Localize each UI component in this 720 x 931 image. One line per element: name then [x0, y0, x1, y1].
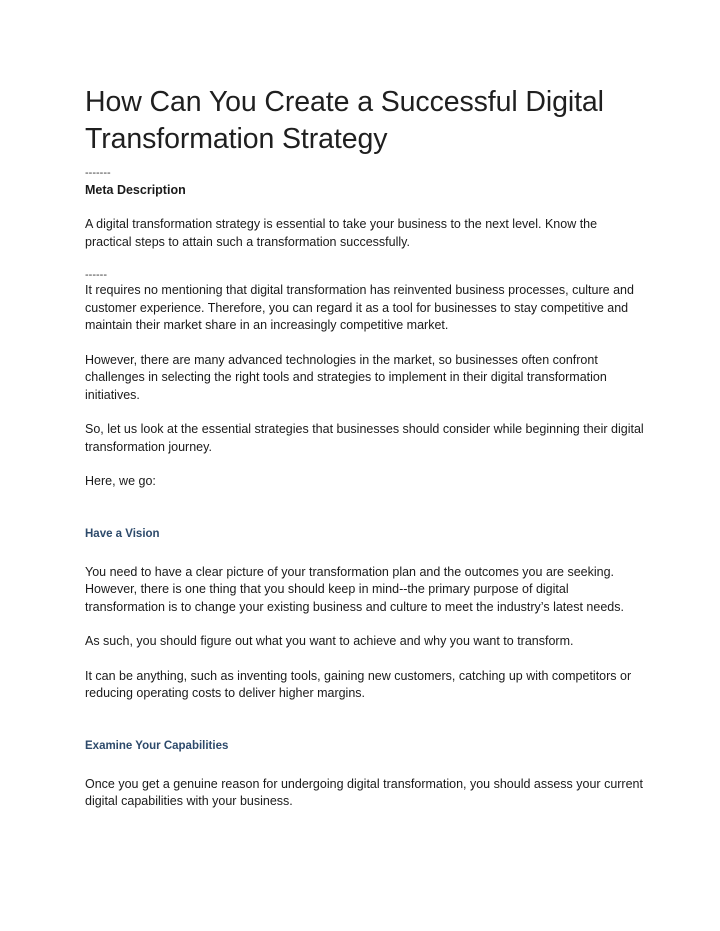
section-paragraph: As such, you should figure out what you want to achieve and why you want to transform. — [85, 634, 574, 648]
page-title: How Can You Create a Successful Digital Transformation Strategy — [85, 86, 604, 155]
meta-description-label: Meta Description — [85, 183, 186, 197]
section-heading: Examine Your Capabilities — [85, 739, 229, 752]
document-body — [85, 84, 645, 811]
intro-paragraph: Here, we go: — [85, 474, 156, 488]
section-paragraph: You need to have a clear picture of your transformation plan and the outcomes you are seeking. However, there is one thing that you should keep in mind--the primary purpose of digital transformation is to change your existing business and culture to meet the industry’s latest needs. — [85, 564, 624, 614]
section-paragraph: Once you get a genuine reason for undergoing digital transformation, you should assess your current digital capabilities with your business. — [85, 776, 643, 808]
separator: ------ — [85, 269, 107, 281]
intro-paragraph: So, let us look at the essential strategies that businesses should consider while beginning their digital transformation journey. — [85, 422, 644, 454]
section-heading: Have a Vision — [85, 527, 160, 540]
separator: ------- — [85, 167, 111, 179]
meta-description-text: A digital transformation strategy is essential to take your business to the next level. Know the practical steps to attain such a transformation successfully. — [85, 217, 598, 249]
section-paragraph: It can be anything, such as inventing tools, gaining new customers, catching up with competitors or reducing operating costs to deliver higher margins. — [85, 668, 632, 700]
intro-paragraph: However, there are many advanced technologies in the market, so businesses often confront challenges in selecting the right tools and strategies to implement in their digital transformation initiatives. — [85, 352, 607, 402]
intro-paragraph: It requires no mentioning that digital transformation has reinvented business processes, culture and customer experience. Therefore, you can regard it as a tool for businesses to stay competitive and maintain their market share in an increasingly competitive market. — [85, 283, 634, 332]
